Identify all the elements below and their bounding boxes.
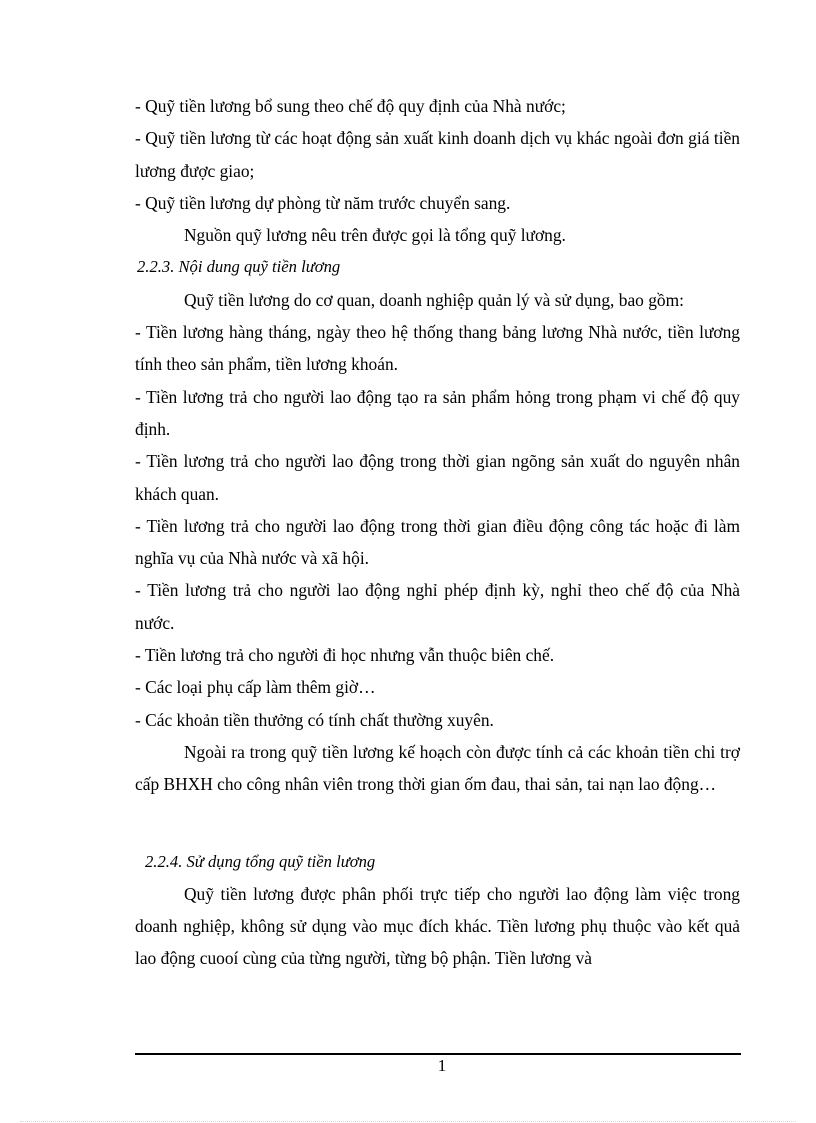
list-item: - Tiền lương hàng tháng, ngày theo hệ thống thang bảng lương Nhà nước, tiền lương tính theo sản phẩm, tiền lương khoán. (135, 322, 740, 375)
list-item: - Tiền lương trả cho người đi học nhưng vẫn thuộc biên chế. (135, 645, 555, 666)
list-item: - Tiền lương trả cho người lao động tạo ra sản phẩm hỏng trong phạm vi chế độ quy định. (135, 386, 740, 439)
section-usage-body: Quỹ tiền lương được phân phối trực tiếp cho người lao động làm việc trong doanh nghiệp, không sử dụng vào mục đích khác. Tiền lương phụ thuộc vào kết quả lao động cuooí cùng của từng người, từng bộ phận. Tiền lương và (135, 883, 740, 969)
paragraph-supplementary-fund: - Quỹ tiền lương bổ sung theo chế độ quy định của Nhà nước; (135, 96, 566, 116)
section-heading-usage: 2.2.4. Sử dụng tổng quỹ tiền lương (145, 851, 376, 871)
section-intro: Quỹ tiền lương do cơ quan, doanh nghiệp quản lý và sử dụng, bao gồm: (184, 289, 684, 310)
paragraph-other-activities-fund: - Quỹ tiền lương từ các hoạt động sản xuất kinh doanh dịch vụ khác ngoài đơn giá tiền lương được giao; (135, 128, 740, 181)
list-item: - Các khoản tiền thưởng có tính chất thường xuyên. (135, 709, 494, 730)
list-item: - Tiền lương trả cho người lao động trong thời gian điều động công tác hoặc đi làm nghĩa vụ của Nhà nước và xã hội. (135, 515, 740, 569)
footer-divider (135, 1053, 741, 1055)
paragraph-total-fund: Nguồn quỹ lương nêu trên được gọi là tổng quỹ lương. (184, 225, 566, 246)
section-closing: Ngoài ra trong quỹ tiền lương kế hoạch còn được tính cả các khoản tiền chi trợ cấp BHXH cho công nhân viên trong thời gian ốm đau, thai sản, tai nạn lao động… (135, 741, 740, 795)
page-body (135, 90, 740, 975)
list-item: - Tiền lương trả cho người lao động trong thời gian ngõng sản xuất do nguyên nhân khách quan. (135, 451, 740, 504)
list-item: - Tiền lương trả cho người lao động nghỉ phép định kỳ, nghỉ theo chế độ của Nhà nước. (135, 580, 740, 633)
section-heading-content: 2.2.3. Nội dung quỹ tiền lương (137, 257, 341, 277)
page-number: 1 (437, 1056, 447, 1075)
paragraph-reserve-fund: - Quỹ tiền lương dự phòng từ năm trước chuyển sang. (135, 192, 511, 213)
list-item: - Các loại phụ cấp làm thêm giờ… (135, 677, 376, 698)
page-bottom-edge (20, 1121, 796, 1122)
